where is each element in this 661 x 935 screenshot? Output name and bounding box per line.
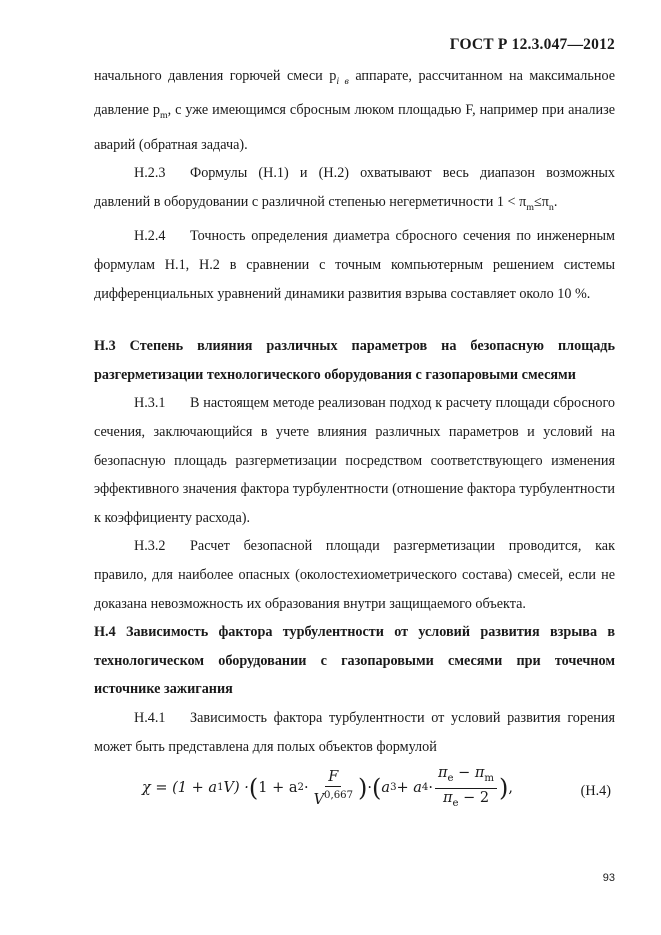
- section-heading-h-3: Н.3 Степень влияния различных параметров на безопасную площадь разгерметизации технологического оборудования с газопаровыми смесями: [94, 338, 615, 383]
- paragraph-h-4-1: Н.4.1 Зависимость фактора турбулентности от условий развития горения может быть представлена для полых объектов формулой: [94, 704, 615, 761]
- fraction-f-over-v: $\frac{F}{V^{0,667}}$: [313, 768, 354, 808]
- paragraph-continuation: начального давления горючей смеси $p_{i в}$ аппарате, рассчитанном на максимальное давление $p_m$, с уже имеющимся сбросным люком площадью F, например при анализе аварий (обратная задача).: [94, 68, 616, 153]
- paragraph-h-2-4: Н.2.4 Точность определения диаметра сбросного сечения по инженерным формулам Н.1, Н.2 в сравнении с точным компьютерным решением системы дифференциальных уравнений динамики развития взрыва составляет около 10 %.: [94, 222, 615, 308]
- clause-number: Н.4.1: [134, 709, 166, 726]
- paragraph-h-2-3: Н.2.3 Формулы (Н.1) и (Н.2) охватывают весь диапазон возможных давлений в оборудовании с различной степенью негерметичности $1 < \pi_m\le\pi_n$.: [94, 159, 615, 222]
- fraction-pi: $\frac{\pi_e - \pi_m}{\pi_e - 2}$: [435, 764, 497, 813]
- clause-number: Н.2.4: [134, 228, 166, 245]
- clause-number: Н.3.1: [134, 395, 166, 412]
- paragraph-h-3-1: Н.3.1 В настоящем методе реализован подход к расчету площади сбросного сечения, заключающийся в учете влияния различных параметров и условий на безопасную площадь разгерметизации посредством соответствующего изменения эффективного значения фактора турбулентности (отношение фактора турбулентности к коэффициенту расхода).: [94, 389, 615, 532]
- document-body: [94, 62, 615, 813]
- formula-number: (Н.4): [580, 783, 611, 800]
- paragraph-h-3-2: Н.3.2 Расчет безопасной площади разгерметизации проводится, как правило, для наиболее опасных (околостехиометрического состава) смесей, если не доказана невозможность их образования внутри защищаемого объекта.: [94, 532, 615, 618]
- document-code-header: ГОСТ Р 12.3.047—2012: [449, 36, 615, 53]
- clause-number: Н.3.2: [134, 538, 166, 555]
- formula-h-4: [94, 763, 615, 813]
- page-number: 93: [602, 872, 615, 884]
- section-heading-h-4: Н.4 Зависимость фактора турбулентности от условий развития взрыва в технологическом оборудовании с газопаровыми смесями при точечном источнике зажигания: [94, 624, 615, 698]
- formula-expression: χ = (1 + a 1 V) · ( 1 + a 2 · $\frac{F}{V^{0,667}}$ ) · ( a 3 + a 4 · $\frac{\pi_e - \pi_m}{\pi_e - 2}$ ) ,: [142, 763, 513, 813]
- clause-number: Н.2.3: [134, 165, 166, 182]
